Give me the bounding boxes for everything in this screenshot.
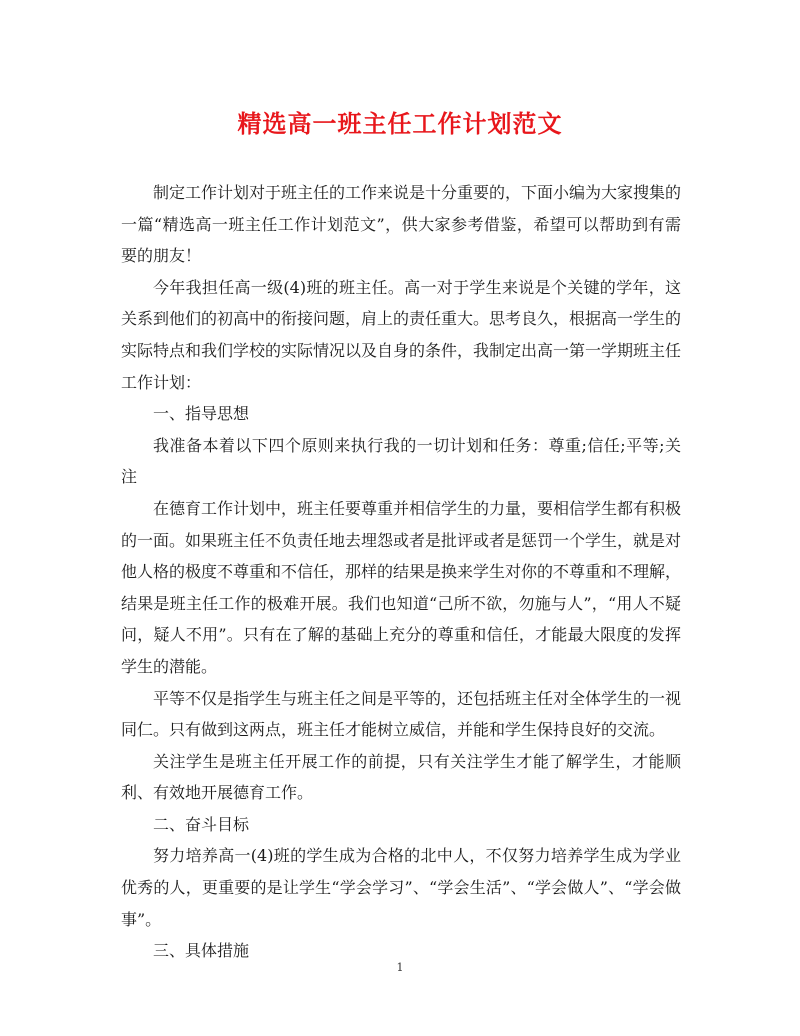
document-body (121, 177, 681, 967)
attention-paragraph: 关注学生是班主任开展工作的前提，只有关注学生才能了解学生，才能顺利、有效地开展德育工作。 (121, 751, 681, 803)
document-title: 精选高一班主任工作计划范文 (237, 109, 563, 138)
principles-paragraph: 我准备本着以下四个原则来执行我的一切计划和任务：尊重;信任;平等;关注 (121, 435, 681, 487)
section-heading-guiding-thought: 一、指导思想 (153, 404, 250, 424)
section-heading-measures: 三、具体措施 (153, 941, 250, 961)
goals-paragraph: 努力培养高一(4)班的学生成为合格的北中人，不仅努力培养学生成为学业优秀的人，更重要的是让学生“学会学习”、“学会生活”、“学会做人”、“学会做事”。 (121, 846, 681, 929)
section-heading-goals: 二、奋斗目标 (153, 814, 250, 834)
page-number: 1 (396, 961, 404, 974)
intro-paragraph: 制定工作计划对于班主任的工作来说是十分重要的，下面小编为大家搜集的一篇“精选高一班主任工作计划范文”，供大家参考借鉴，希望可以帮助到有需要的朋友！ (121, 183, 682, 266)
equality-paragraph: 平等不仅是指学生与班主任之间是平等的，还包括班主任对全体学生的一视同仁。只有做到这两点，班主任才能树立威信，并能和学生保持良好的交流。 (121, 688, 682, 740)
respect-trust-paragraph: 在德育工作计划中，班主任要尊重并相信学生的力量，要相信学生都有积极的一面。如果班主任不负责任地去埋怨或者是批评或者是惩罚一个学生，就是对他人格的极度不尊重和不信任，那样的结果是换来学生对你的不尊重和不理解，结果是班主任工作的极难开展。我们也知道“己所不欲，勿施与人”，“用人不疑问，疑人不用”。只有在了解的基础上充分的尊重和信任，才能最大限度的发挥学生的潜能。 (121, 498, 682, 676)
background-paragraph: 今年我担任高一级(4)班的班主任。高一对于学生来说是个关键的学年，这关系到他们的初高中的衔接问题，肩上的责任重大。思考良久，根据高一学生的实际特点和我们学校的实际情况以及自身的条件，我制定出高一第一学期班主任工作计划： (121, 277, 682, 392)
